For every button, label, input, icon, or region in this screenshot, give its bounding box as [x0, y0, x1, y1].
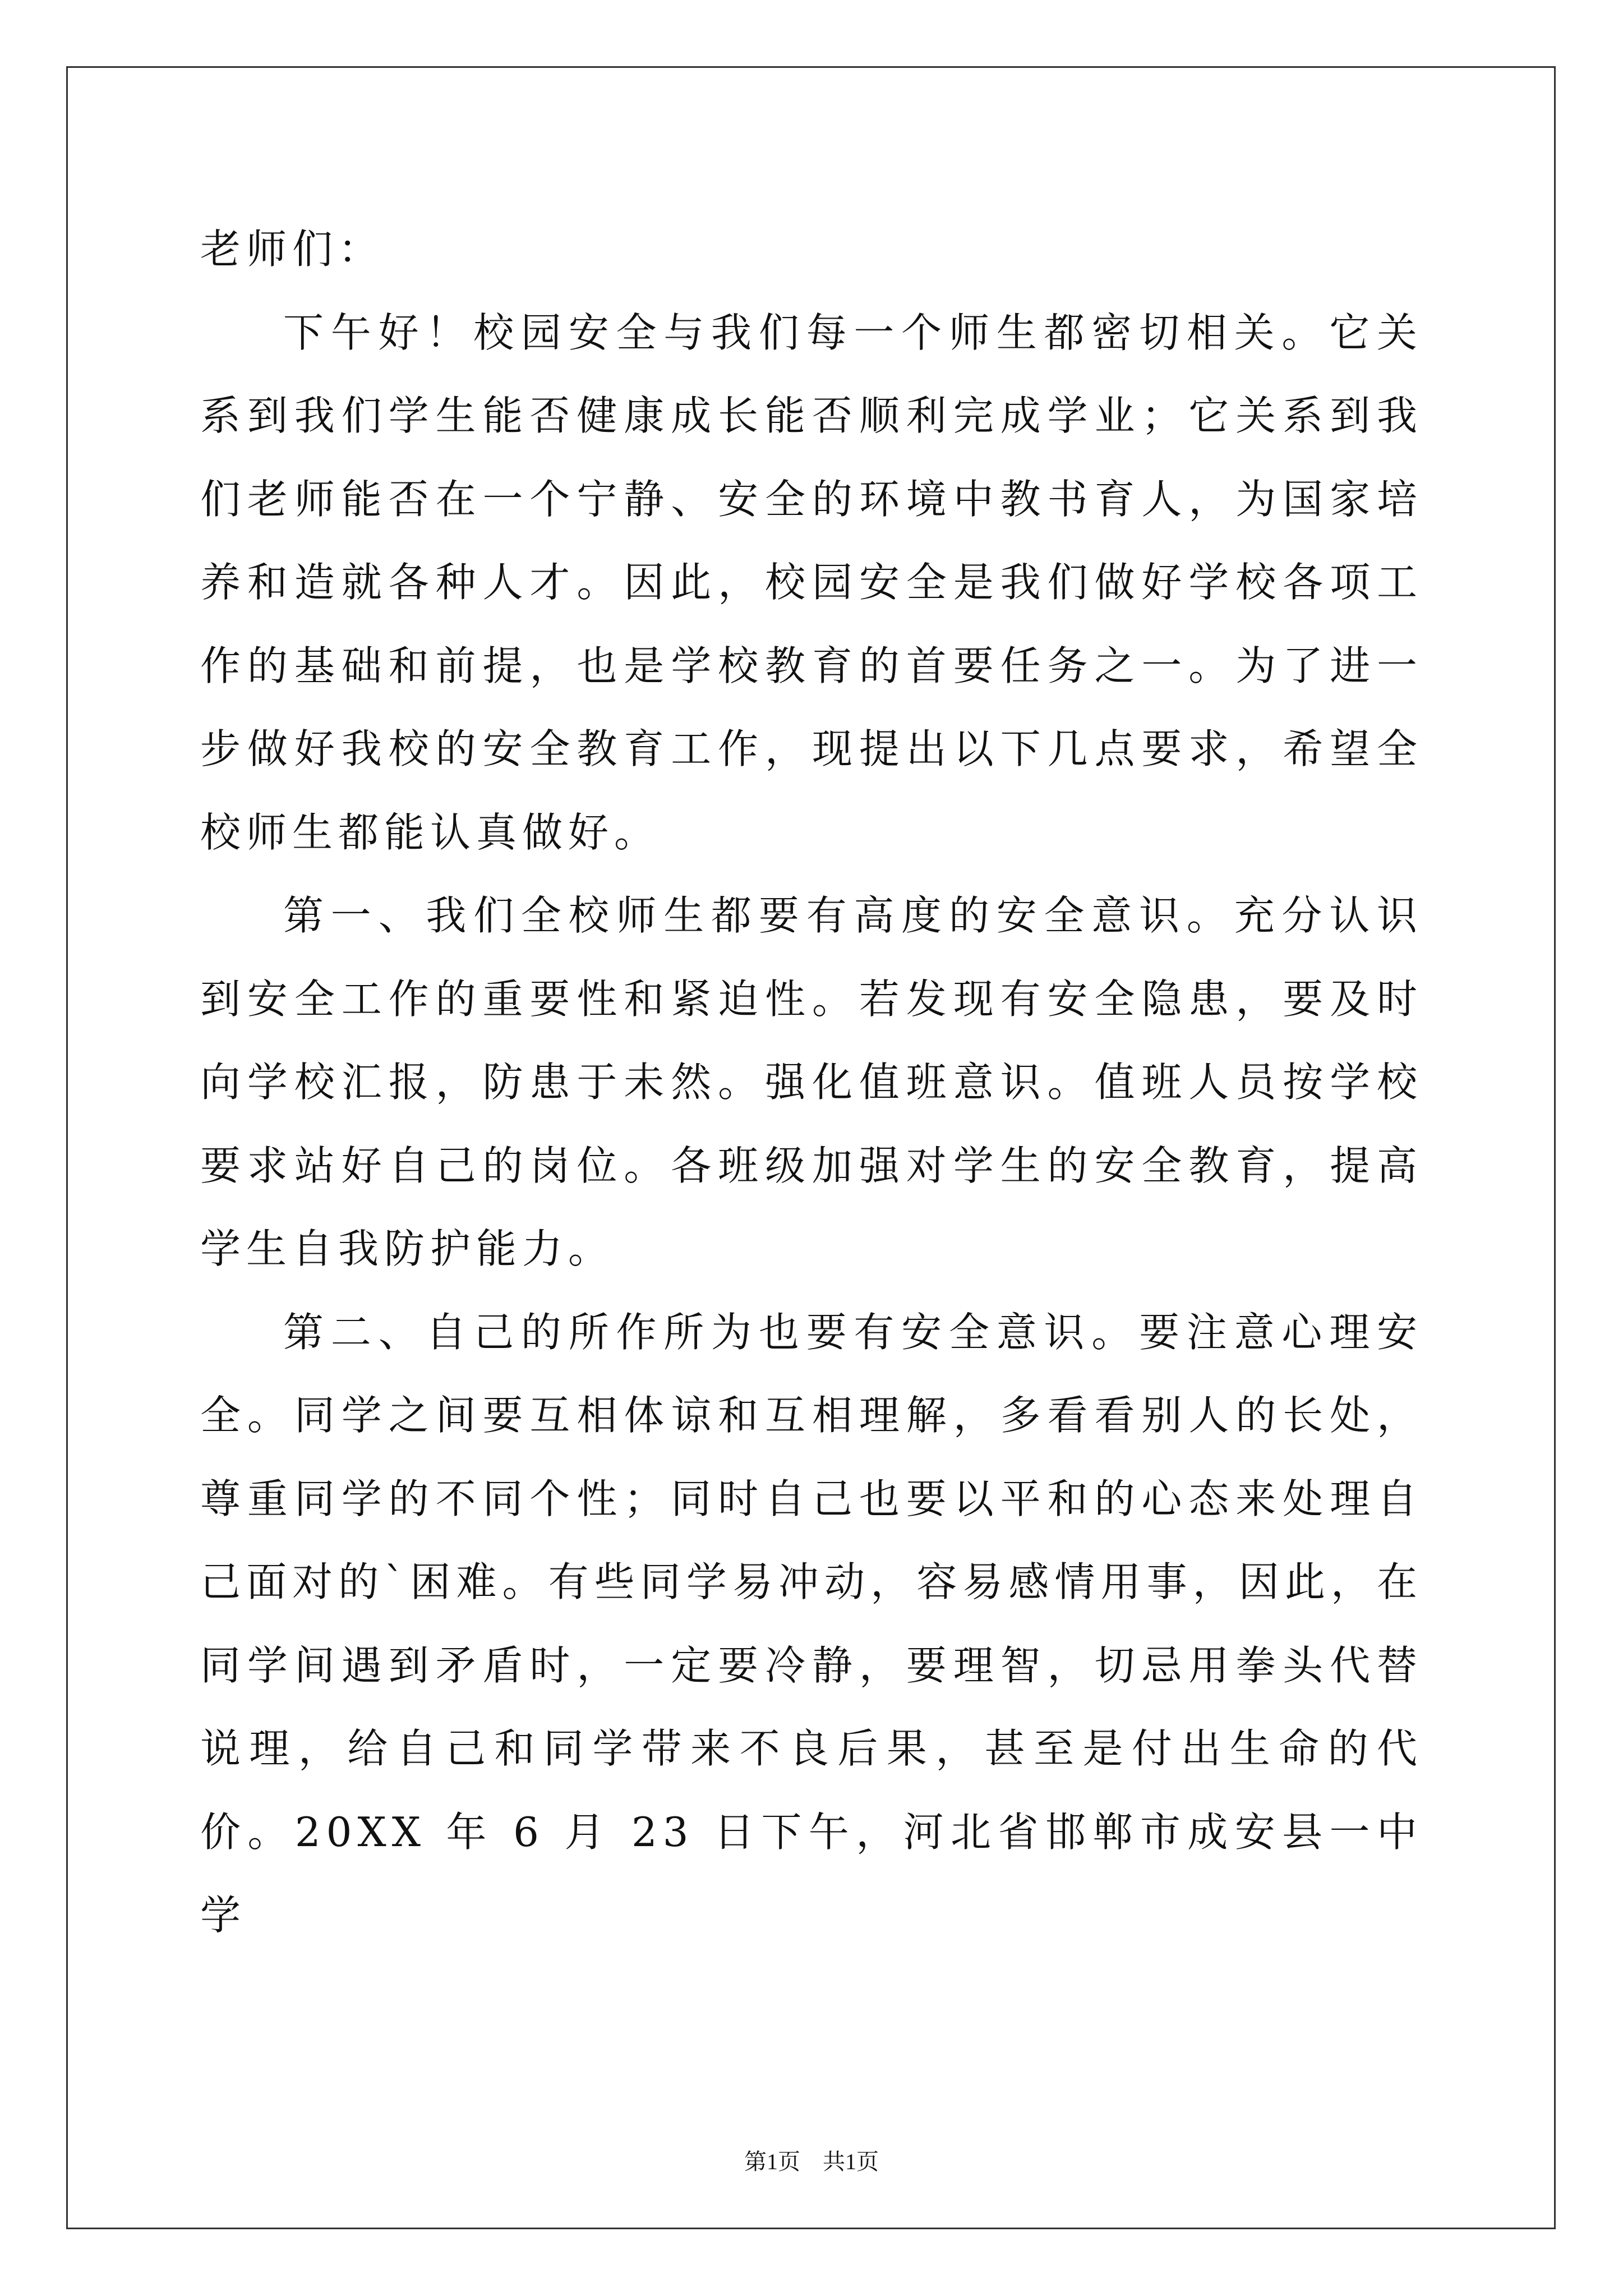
page-number-footer: 第1页 共1页 — [744, 2149, 879, 2174]
document-body — [200, 208, 1423, 1957]
paragraph-3: 第二、自己的所作所为也要有安全意识。要注意心理安全。同学之间要互相体谅和互相理解，多看看别人的长处，尊重同学的不同个性；同时自己也要以平和的心态来处理自己面对的`困难。有些同学易冲动，容易感情用事，因此，在同学间遇到矛盾时，一定要冷静，要理智，切忌用拳头代替说理，给自己和同学带来不良后果，甚至是付出生命的代价。20XX 年 6 月 23 日下午，河北省邯郸市成安县一中学 — [200, 1308, 1423, 1939]
paragraph-1: 下午好！校园安全与我们每一个师生都密切相关。它关系到我们学生能否健康成长能否顺利完成学业；它关系到我们老师能否在一个宁静、安全的环境中教书育人，为国家培养和造就各种人才。因此，校园安全是我们做好学校各项工作的基础和前提，也是学校教育的首要任务之一。为了进一步做好我校的安全教育工作，现提出以下几点要求，希望全校师生都能认真做好。 — [200, 309, 1423, 856]
paragraph-2: 第一、我们全校师生都要有高度的安全意识。充分认识到安全工作的重要性和紧迫性。若发现有安全隐患，要及时向学校汇报，防患于未然。强化值班意识。值班人员按学校要求站好自己的岗位。各班级加强对学生的安全教育，提高学生自我防护能力。 — [200, 892, 1423, 1272]
salutation: 老师们： — [200, 226, 385, 273]
